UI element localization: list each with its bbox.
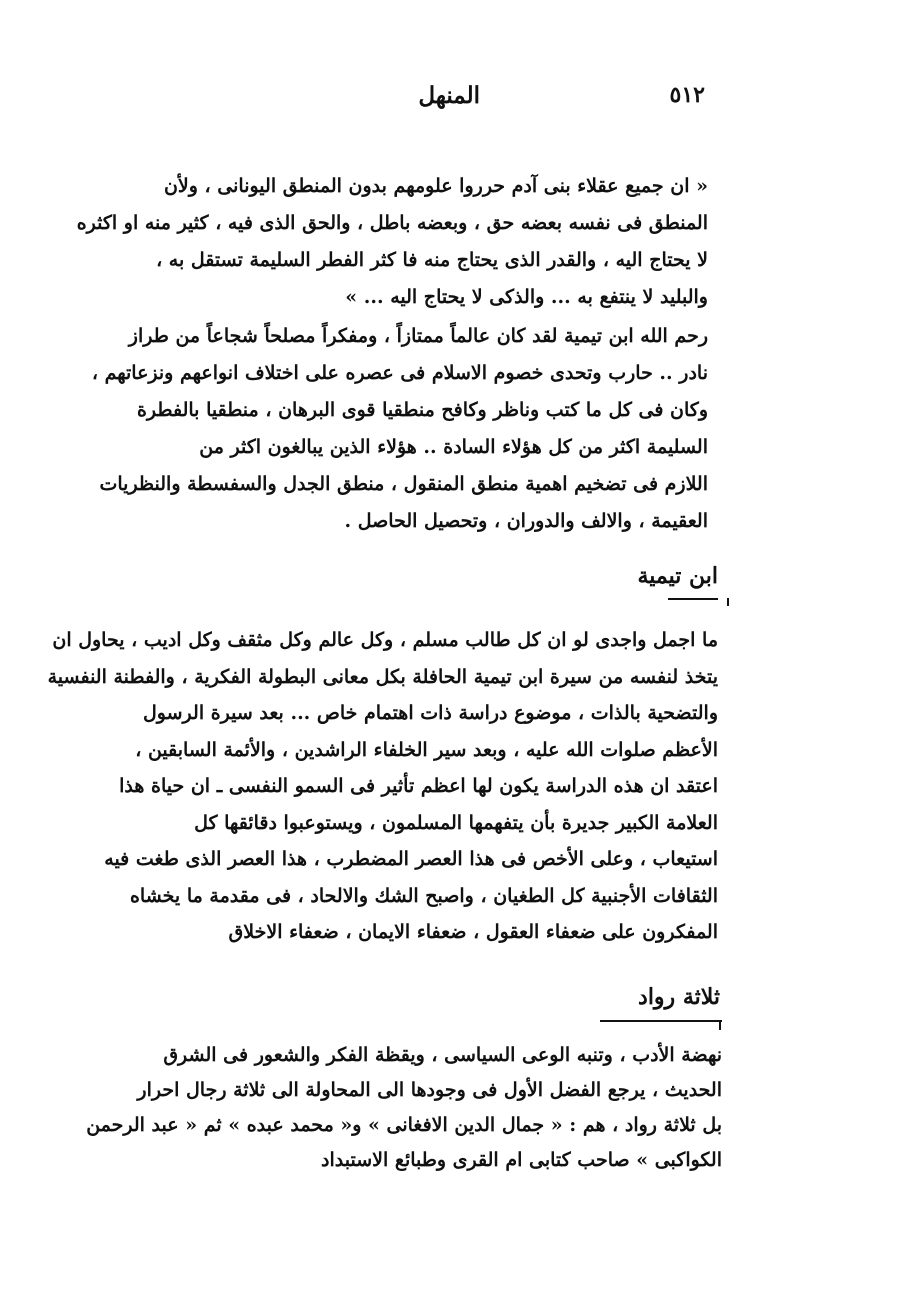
text-line: العقيمة ، والالف والدوران ، وتحصيل الحاصل . — [344, 510, 708, 532]
section-heading: ابن تيمية — [637, 563, 718, 589]
text-line: المنطق فى نفسه بعضه حق ، وبعضه باطل ، والحق الذى فيه ، كثير منه او اكثره — [76, 212, 708, 234]
text-line: السليمة اكثر من كل هؤلاء السادة .. هؤلاء الذين يبالغون اكثر من — [199, 436, 708, 458]
page-number: ٥١٢ — [669, 82, 705, 108]
text-line: لا يحتاج اليه ، والقدر الذى يحتاج منه فا كثر الفطر السليمة تستقل به ، — [156, 249, 708, 271]
heading-underline — [600, 1020, 722, 1022]
text-line: والبليد لا ينتفع به ... والذكى لا يحتاج اليه ... » — [345, 286, 708, 308]
text-line: الكواكبى » صاحب كتابى ام القرى وطبائع الاستبداد — [321, 1149, 722, 1171]
text-line: « ان جميع عقلاء بنى آدم حرروا علومهم بدون المنطق اليونانى ، ولأن — [163, 175, 708, 197]
text-line: نادر .. حارب وتحدى خصوم الاسلام فى عصره على اختلاف انواعهم ونزعاتهم ، — [91, 362, 708, 384]
text-line: ما اجمل واجدى لو ان كل طالب مسلم ، وكل عالم وكل مثقف وكل اديب ، يحاول ان — [52, 629, 718, 651]
text-line: الأعظم صلوات الله عليه ، وبعد سير الخلفاء الراشدين ، والأئمة السابقين ، — [135, 738, 718, 761]
section-paragraph — [47, 622, 718, 951]
heading-tick — [727, 598, 729, 606]
body-paragraph — [91, 318, 708, 540]
heading-tick — [719, 1020, 721, 1030]
text-line: والتضحية بالذات ، موضوع دراسة ذات اهتمام خاص ... بعد سيرة الرسول — [143, 702, 718, 724]
heading-underline — [668, 598, 718, 600]
quote-paragraph — [76, 168, 708, 316]
text-line: بل ثلاثة رواد ، هم : « جمال الدين الافغانى » و« محمد عبده » ثم « عبد الرحمن — [86, 1114, 722, 1136]
running-header — [130, 82, 705, 122]
text-line: رحم الله ابن تيمية لقد كان عالماً ممتازاً ، ومفكراً مصلحاً شجاعاً من طراز — [128, 325, 708, 347]
text-line: استيعاب ، وعلى الأخص فى هذا العصر المضطرب ، هذا العصر الذى طغت فيه — [104, 848, 718, 870]
section-heading: ثلاثة رواد — [638, 984, 720, 1010]
text-line: الثقافات الأجنبية كل الطغيان ، واصبح الشك والالحاد ، فى مقدمة ما يخشاه — [129, 884, 718, 907]
section-paragraph — [86, 1038, 722, 1178]
text-line: العلامة الكبير جديرة بأن يتفهمها المسلمون ، ويستوعبوا دقائقها كل — [194, 811, 718, 834]
text-line: اعتقد ان هذه الدراسة يكون لها اعظم تأثير فى السمو النفسى ـ ان حياة هذا — [119, 775, 718, 797]
text-line: يتخذ لنفسه من سيرة ابن تيمية الحافلة بكل معانى البطولة الفكرية ، والفطنة النفسية — [47, 665, 718, 688]
running-title: المنهل — [418, 82, 480, 109]
text-line: الحديث ، يرجع الفضل الأول فى وجودها الى المحاولة الى ثلاثة رجال احرار — [137, 1079, 722, 1101]
text-line: نهضة الأدب ، وتنبه الوعى السياسى ، ويقظة الفكر والشعور فى الشرق — [163, 1044, 722, 1066]
text-line: المفكرون على ضعفاء العقول ، ضعفاء الايمان ، ضعفاء الاخلاق — [228, 921, 718, 943]
text-line: وكان فى كل ما كتب وناظر وكافح منطقيا قوى البرهان ، منطقيا بالفطرة — [136, 399, 708, 421]
text-line: اللازم فى تضخيم اهمية منطق المنقول ، منطق الجدل والسفسطة والنظريات — [99, 473, 708, 495]
